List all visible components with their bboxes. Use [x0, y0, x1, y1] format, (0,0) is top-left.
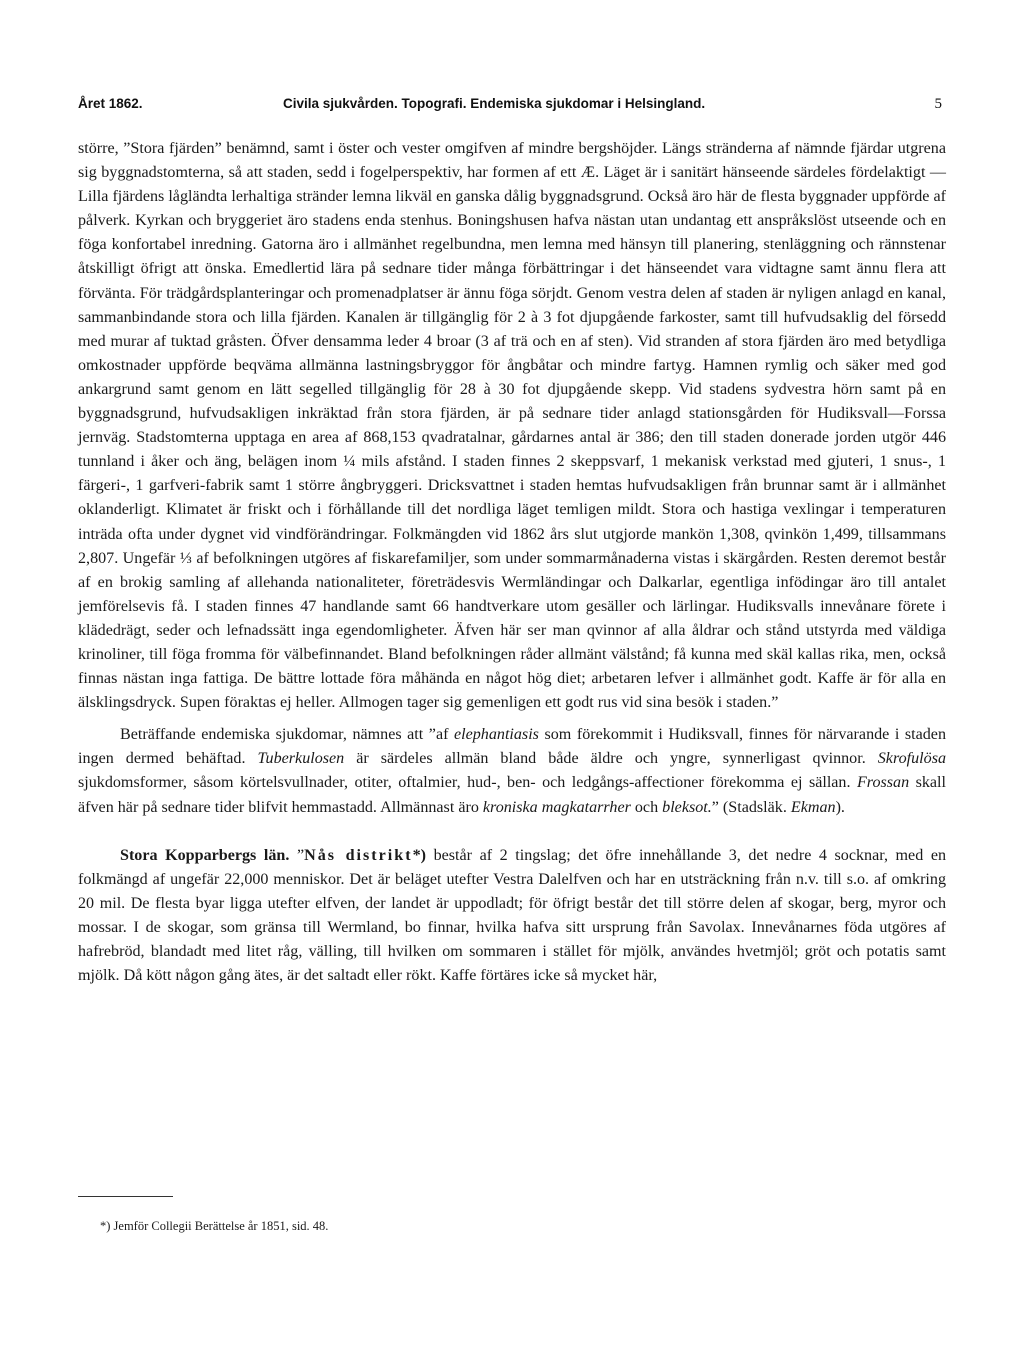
p2-text-a: Beträffande endemiska sjukdomar, nämnes att ”af: [120, 726, 454, 744]
section-title: Stora Kopparbergs län.: [120, 846, 290, 864]
p2-italic-bleksot: bleksot.: [662, 798, 712, 816]
p2-italic-frossan: Frossan: [856, 774, 910, 792]
p3-text-a: ”: [289, 846, 305, 864]
footnote: *) Jemför Collegii Berättelse år 1851, sid. 48.: [100, 1219, 329, 1233]
p2-italic-tuberkulosen: Tuberkulosen: [257, 750, 345, 768]
footnote-divider: [78, 1196, 173, 1197]
p2-italic-skrofulosa: Skrofulösa: [877, 750, 946, 768]
p2-italic-elephantiasis: elephantiasis: [454, 726, 539, 744]
p2-text-g: sjukdomsformer, såsom körtelsvullnader, otiter, oftalmier, hud-, ben- och ledgångs-affectioner förekomma ej sällan.: [78, 774, 857, 792]
running-header: [78, 96, 942, 118]
p2-text-c: som förekommit i Hudiksvall, finnes för närvarande i staden ingen dermed behäftad.: [78, 726, 946, 768]
page-number: 5: [934, 96, 942, 112]
paragraph-3: [78, 844, 946, 989]
header-year: Året 1862.: [78, 96, 143, 111]
p2-italic-magkatarrher: kroniska magkatarrher: [482, 798, 631, 816]
header-title: Civila sjukvården. Topografi. Endemiska sjukdomar i Helsingland.: [283, 96, 706, 111]
p2-text-o: ).: [835, 798, 845, 816]
p3-text-b: består af 2 tingslag; det öfre innehållande 3, det nedre 4 socknar, med en folkmängd af ungefär 22,000 menniskor. Det är beläget utefter Vestra Dalelfven och har en utsträckning från n.v. till s.o. af omkring 20 mil. De flesta byar ligga utefter elfven, der landet är uppodladt; för öfrigt består det till större delen af skogar, berg, myror och mossar. I de skogar, som gränsa till Wermland, bo finnar, hvilka hafva sitt ursprung från Savolax. Innevånarnes föda utgöres af hafrebröd, blandadt med litet råg, välling, till hvilken om sommaren i stället för mjölk, användes hvetmjöl; gröt och potatis samt mjölk. Då kött någon gång ätes, är det saltadt eller rökt. Kaffe förtäres icke så mycket här,: [78, 846, 947, 985]
p2-text-k: och: [630, 798, 663, 816]
p2-italic-ekman: Ekman: [790, 798, 836, 816]
district-name: Nås distrikt: [304, 846, 413, 864]
p2-text-m: ” (Stadsläk.: [711, 798, 791, 816]
p2-text-i: skall äfven här på sednare tider blifvit hemmastadd. Allmännast äro: [78, 774, 946, 816]
paragraph-1: större, ”Stora fjärden” benämnd, samt i öster och vester omgifven af mindre bergshöjder. Längs stränderna af nämnde fjärdar utgrena sig byggnadstomterna, så att staden, sedd i fogelperspektiv, har formen af ett Æ. Läget är i sanitärt hänseende särdeles fördelaktigt — Lilla fjärdens lågländta lerhaltiga stränder lemna likväl en ganska dålig byggnadsgrund. Också äro här de flesta byggnader uppförde af pålverk. Kyrkan och bryggeriet äro stadens enda stenhus. Boningshusen hafva nästan utan undantag ett anspråkslöst utseende och en föga konfortabel inredning. Gatorna äro i allmänhet regelbundna, men lemna med hänsyn till planering, stenläggning och rännstenar åtskilligt öfrigt att önska. Emedlertid lära på sednare tider många förbättringar i det hänseendet vara vidtagne samt ännu flera att förvänta. För trädgårdsplanteringar och promenadplatser är ännu föga sörjdt. Genom vestra delen af staden är nyligen anlagd en kanal, sammanbindande stora och lilla fjärden. Kanalen är tillgänglig för 2 à 3 fot djupgående farkoster, samt till hufvudsaklig del försedd med murar af tuktad gråsten. Öfver densamma leder 4 broar (3 af trä och en af sten). Vid stranden af stora fjärden äro med betydliga omkostnader uppförde beqväma allmänna lastningsbryggor för ångbåtar och mindre fartyg. Hamnen rymlig och säker med god ankargrund samt genom en lätt segelled tillgänglig för 28 à 30 fot djupgående skepp. Vid stadens sydvestra hörn samt på en byggnadsgrund, hufvudsakligen inkräktad från stora fjärden, är på sednare tider anlagd stationsgården för Hudiksvall—Forssa jernväg. Stadstomterna upptaga en area af 868,153 qvadratalnar, gårdarnes antal är 386; den till staden donerade jorden utgör 446 tunnland i åker och äng, belägen inom ¼ mils afstånd. I staden finnes 2 skeppsvarf, 1 mekanisk verkstad med gjuteri, 1 snus-, 1 färgeri-, 1 garfveri-fabrik samt 1 större ångbryggeri. Dricksvattnet i staden hemtas hufvudsakligen från brunnar samt är i allmänhet oklanderligt. Klimatet är friskt och i förhållande till det nordliga läget temligen mildt. Stora och hastiga vexlingar i temperaturen inträda ofta under dygnet vid vindförändringar. Folkmängden vid 1862 års slut utgjorde mankön 1,308, qvinkön 1,499, tillsammans 2,807. Ungefär ⅓ af befolkningen utgöres af fiskarefamiljer, som under sommarmånaderna vistas i skärgården. Resten deremot består af en brokig samling af allehanda nationaliteter, företrädesvis Wermländingar och Dalkarlar, egentliga infödingar äro till antalet jemförelsevis få. I staden finnes 47 handlande samt 66 handtverkare utom gesäller och lärlingar. Hudiksvalls innevånare förete i klädedrägt, seder och lefnadssätt inga egendomligheter. Äfven här ser man qvinnor af alla åldrar och stånd utstyrda med väldiga krinoliner, till föga fromma för välbefinnandet. Bland befolkningen råder allmänt välstånd; få kunna med skäl kallas rika, men, också finnas nästan inga fattiga. De bättre lottade föra måhända en något hög diet; arbetaren lefver i allmänhet godt. Kaffe är för alla en älsklingsdryck. Supen föraktas ej heller. Allmogen tager sig gemenligen ett godt rus vid sina besök i staden.”: [78, 140, 946, 712]
paragraph-2: [78, 723, 946, 819]
p2-text-e: är särdeles allmän bland både äldre och yngre, synnerligast qvinnor.: [344, 750, 878, 768]
footnote-mark: *): [412, 846, 426, 864]
body-text: [78, 137, 946, 988]
